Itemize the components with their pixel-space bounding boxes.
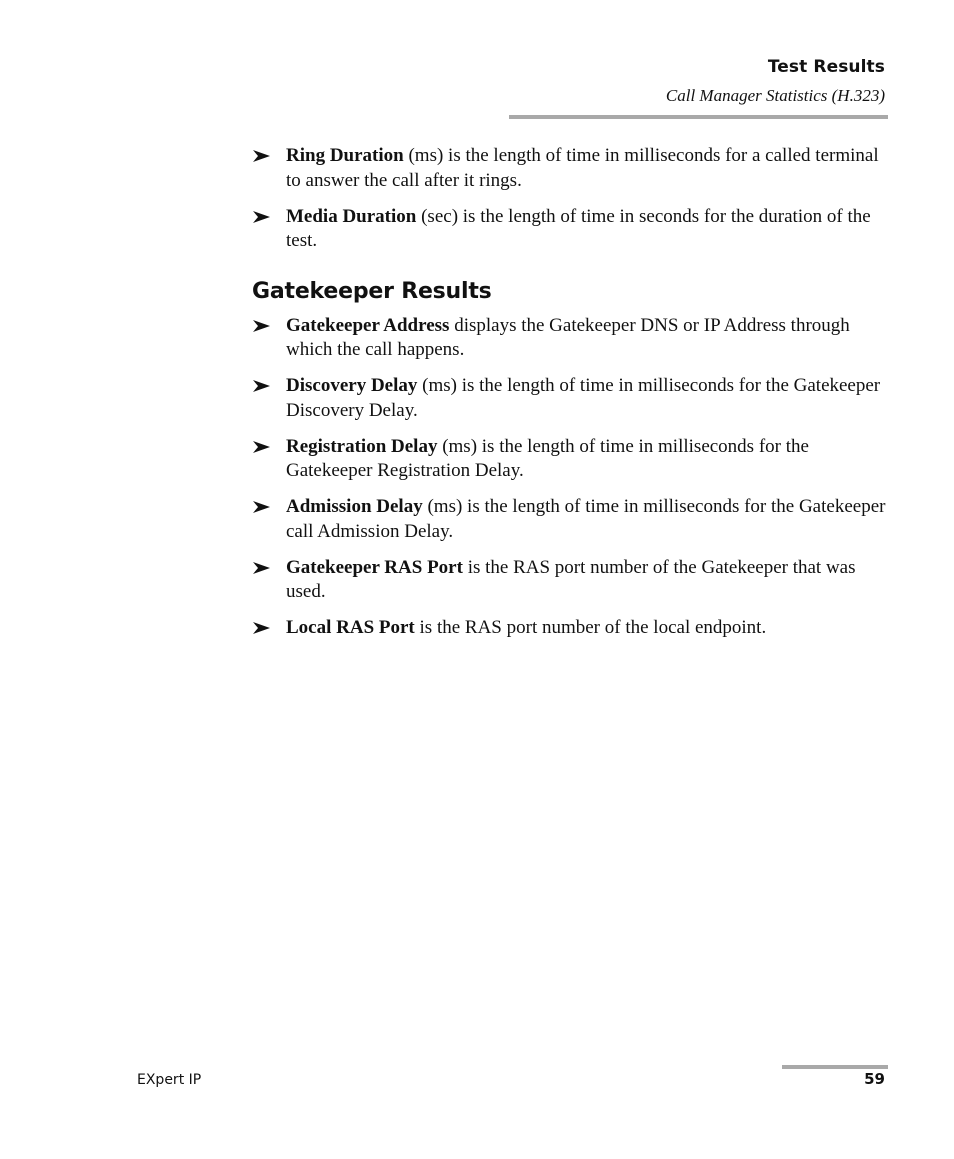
- list-item: [252, 556, 892, 605]
- item-description: (ms) is the length of time in milliseconds for a called terminal to answer the call after it rings.: [286, 145, 879, 191]
- list-item: [252, 314, 892, 363]
- page-content: [252, 144, 892, 652]
- list-item: [252, 144, 892, 193]
- gatekeeper-bullet-list: [252, 314, 892, 641]
- list-item: [252, 616, 892, 641]
- header-divider: [509, 115, 888, 119]
- page-number: 59: [864, 1070, 885, 1088]
- list-item: [252, 495, 892, 544]
- item-term: Local RAS Port: [286, 617, 415, 638]
- item-term: Discovery Delay: [286, 375, 418, 396]
- item-description: (ms) is the length of time in milliseconds for the Gatekeeper call Admission Delay.: [286, 496, 886, 542]
- item-description: displays the Gatekeeper DNS or IP Address through which the call happens.: [286, 314, 850, 360]
- arrowhead-bullet-icon: [252, 497, 272, 517]
- arrowhead-bullet-icon: [252, 376, 272, 396]
- item-term: Media Duration: [286, 205, 417, 227]
- list-item: [252, 435, 892, 484]
- item-term: Registration Delay: [286, 435, 438, 457]
- intro-bullet-list: [252, 144, 892, 254]
- item-term: Gatekeeper RAS Port: [286, 556, 463, 578]
- footer-product-name: EXpert IP: [137, 1072, 202, 1088]
- running-header-title: Test Results: [767, 57, 885, 77]
- footer-divider: [782, 1065, 888, 1069]
- item-description: (sec) is the length of time in seconds for the duration of the test.: [286, 205, 871, 251]
- item-description: (ms) is the length of time in milliseconds for the Gatekeeper Discovery Delay.: [286, 375, 881, 421]
- arrowhead-bullet-icon: [252, 207, 272, 227]
- list-item: [252, 374, 892, 423]
- running-header-subtitle: Call Manager Statistics (H.323): [665, 86, 885, 105]
- item-term: Ring Duration: [286, 145, 404, 166]
- arrowhead-bullet-icon: [252, 437, 272, 457]
- item-description: is the RAS port number of the Gatekeeper that was used.: [286, 556, 856, 602]
- arrowhead-bullet-icon: [252, 558, 272, 578]
- list-item: [252, 205, 892, 254]
- item-description: is the RAS port number of the local endpoint.: [414, 617, 767, 638]
- section-heading: Gatekeeper Results: [252, 278, 492, 304]
- arrowhead-bullet-icon: [252, 316, 272, 336]
- arrowhead-bullet-icon: [252, 618, 272, 638]
- item-term: Admission Delay: [286, 496, 423, 517]
- item-description: (ms) is the length of time in milliseconds for the Gatekeeper Registration Delay.: [286, 435, 809, 481]
- item-term: Gatekeeper Address: [286, 314, 450, 336]
- arrowhead-bullet-icon: [252, 146, 272, 166]
